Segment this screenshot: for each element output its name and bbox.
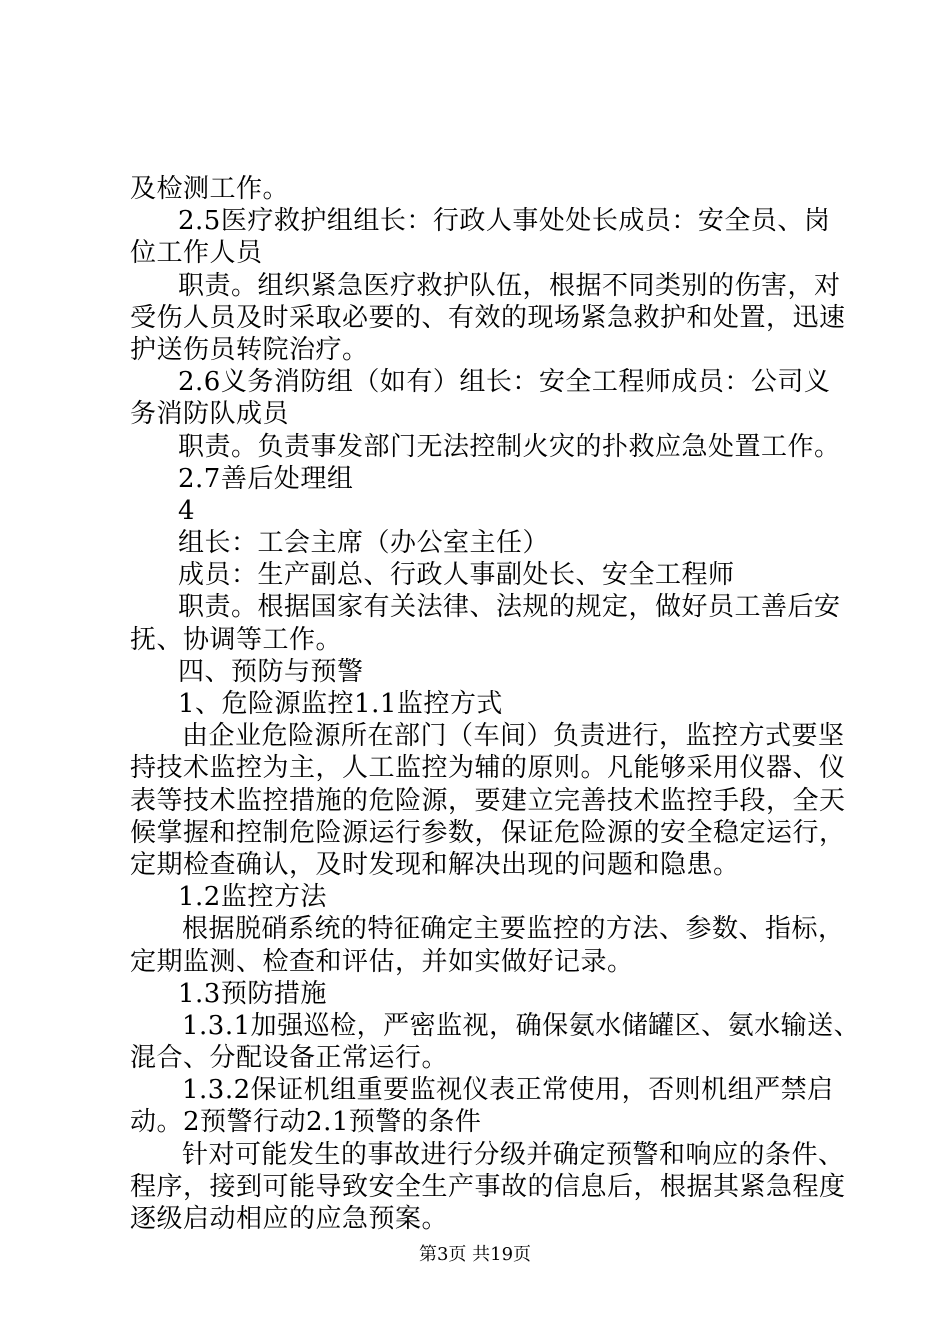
text-line: 受伤人员及时采取必要的、有效的现场紧急救护和处置，迅速 — [130, 302, 846, 333]
text-line: 务消防队成员 — [130, 399, 290, 430]
text-line: 根据脱硝系统的特征确定主要监控的方法、参数、指标， — [182, 914, 845, 945]
text-line: 职责。组织紧急医疗救护队伍，根据不同类别的伤害，对 — [178, 270, 841, 301]
text-line: 定期监测、检查和评估，并如实做好记录。 — [130, 946, 634, 977]
text-line: 候掌握和控制危险源运行参数，保证危险源的安全稳定运行， — [130, 817, 846, 848]
page-number-inline: 4 — [178, 495, 196, 526]
text-line: 职责。根据国家有关法律、法规的规定，做好员工善后安 — [178, 592, 841, 623]
text-line: 位工作人员 — [130, 238, 263, 269]
text-line: 护送伤员转院治疗。 — [130, 334, 369, 365]
text-line: 针对可能发生的事故进行分级并确定预警和响应的条件、 — [182, 1139, 845, 1170]
subsection-heading: 1.2监控方法 — [178, 882, 327, 913]
text-line: 持技术监控为主，人工监控为辅的原则。凡能够采用仪器、仪 — [130, 753, 846, 784]
text-line: 组长：工会主席（办公室主任） — [178, 528, 550, 559]
subsection-heading: 1.3预防措施 — [178, 978, 327, 1009]
text-line: 职责。负责事发部门无法控制火灾的扑救应急处置工作。 — [178, 431, 841, 462]
text-line: 成员：生产副总、行政人事副处长、安全工程师 — [178, 560, 735, 591]
text-line: 混合、分配设备正常运行。 — [130, 1043, 449, 1074]
text-line: 抚、协调等工作。 — [130, 624, 343, 655]
page-footer: 第3页 共19页 — [418, 1244, 532, 1265]
text-line: 表等技术监控措施的危险源，要建立完善技术监控手段，全天 — [130, 785, 846, 816]
text-line: 1.3.2保证机组重要监视仪表正常使用，否则机组严禁启 — [182, 1075, 834, 1106]
text-line: 程序，接到可能导致安全生产事故的信息后，根据其紧急程度 — [130, 1171, 846, 1202]
subsection-heading: 1、危险源监控1.1监控方式 — [178, 689, 503, 719]
text-line: 2.5医疗救护组组长：行政人事处处长成员：安全员、岗 — [178, 206, 831, 237]
text-line: 1.3.1加强巡检，严密监视，确保氨水储罐区、氨水输送、 — [182, 1010, 861, 1041]
text-line: 动。2预警行动2.1预警的条件 — [130, 1107, 482, 1138]
text-line: 及检测工作。 — [130, 174, 290, 204]
section-heading: 四、预防与预警 — [178, 656, 364, 687]
text-line: 2.6义务消防组（如有）组长：安全工程师成员：公司义 — [178, 367, 831, 398]
text-line: 由企业危险源所在部门（车间）负责进行，监控方式要坚 — [182, 721, 845, 752]
document-body — [130, 173, 861, 1235]
text-line: 2.7善后处理组 — [178, 463, 354, 494]
text-line: 逐级启动相应的应急预案。 — [130, 1204, 449, 1234]
text-line: 定期检查确认，及时发现和解决出现的问题和隐患。 — [130, 849, 740, 880]
